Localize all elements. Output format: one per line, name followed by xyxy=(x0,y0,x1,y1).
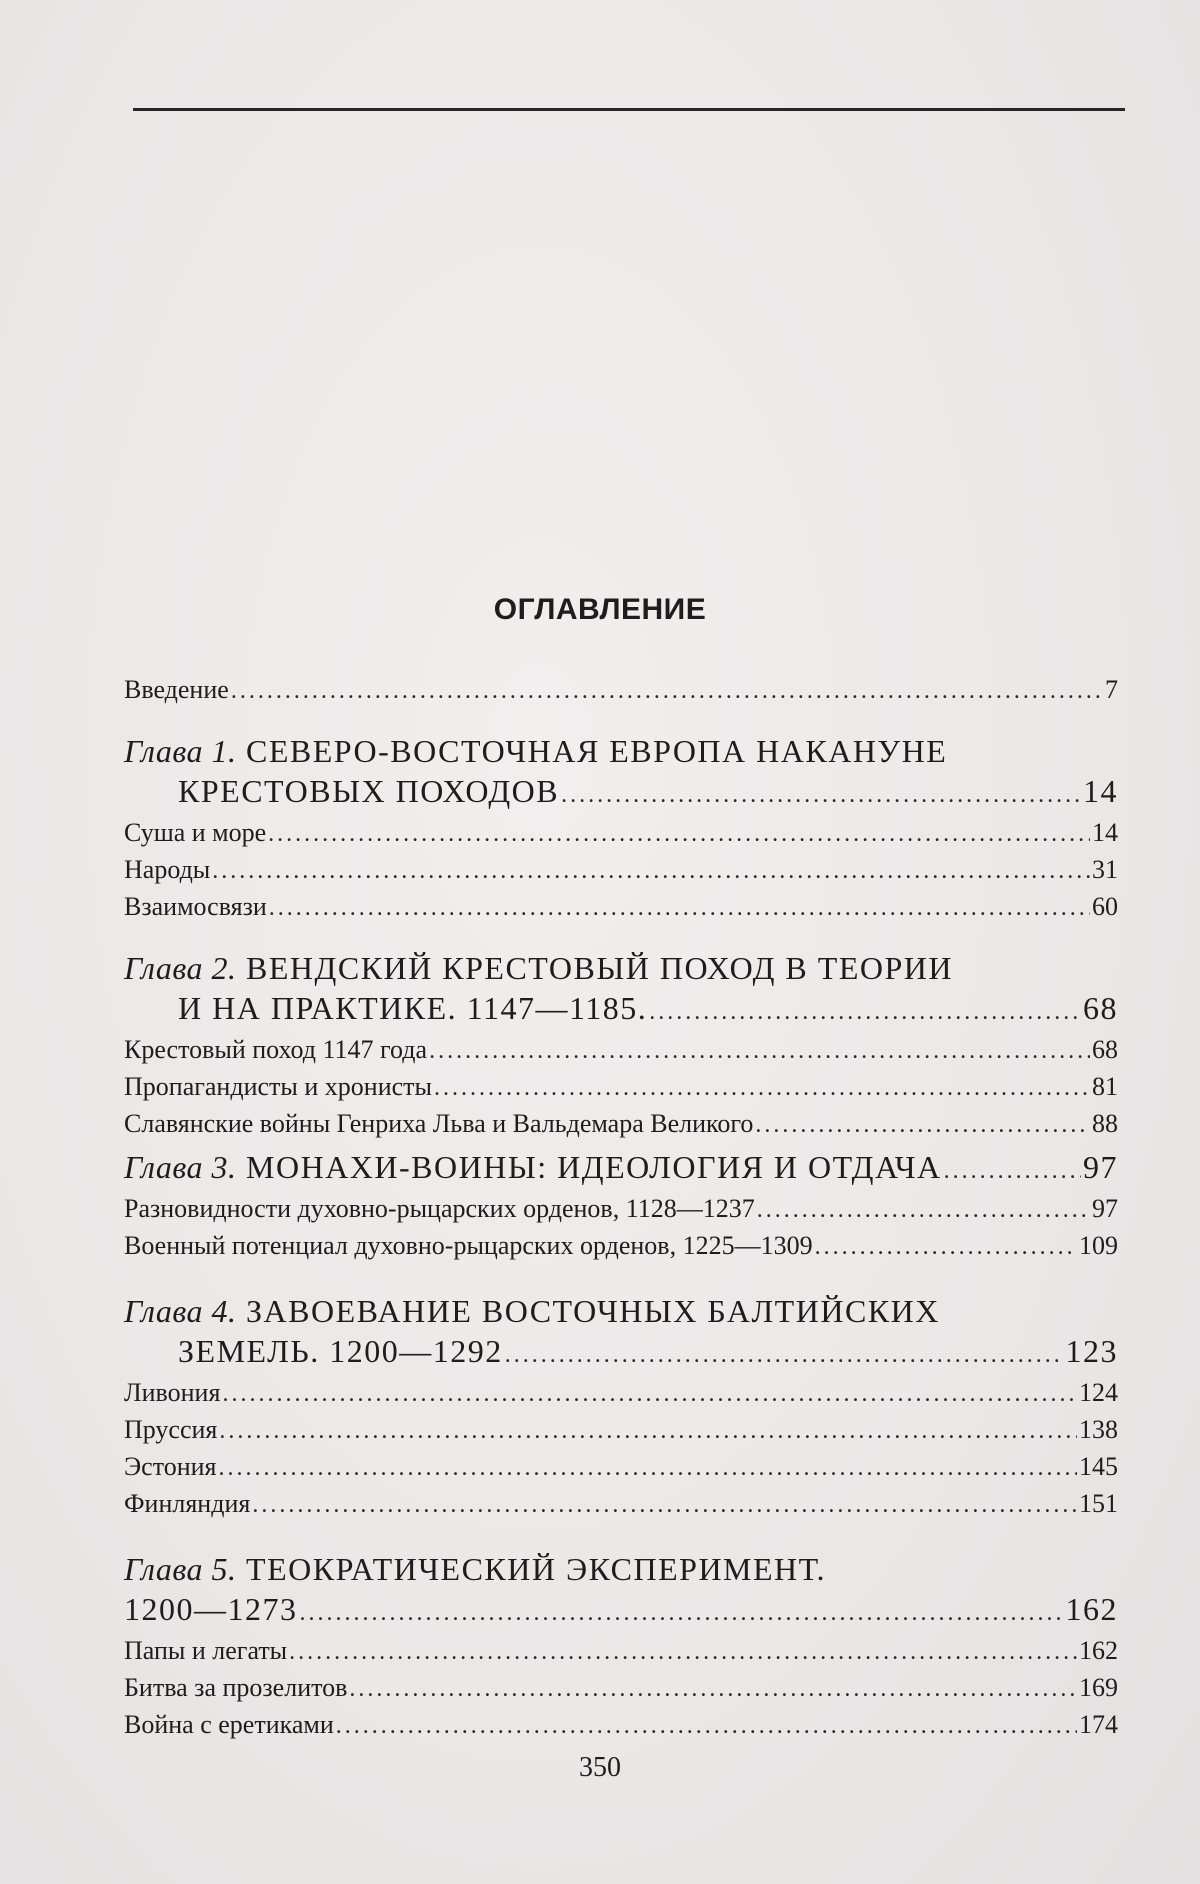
entry-page: 162 xyxy=(1079,1636,1118,1665)
toc-row[interactable] xyxy=(124,1486,1118,1523)
chapter-heading-cont[interactable] xyxy=(124,988,1118,1032)
entry-page: 151 xyxy=(1079,1489,1118,1518)
toc-chapter-5 xyxy=(124,1549,1118,1744)
toc-row[interactable] xyxy=(124,852,1118,889)
leader-dots xyxy=(505,1335,1064,1375)
entry-page: 169 xyxy=(1079,1673,1118,1702)
entry-title: Война с еретиками xyxy=(124,1710,334,1739)
toc-row[interactable] xyxy=(124,1375,1118,1412)
chapter-label: Глава 1. xyxy=(124,733,237,769)
chapter-title-cont: КРЕСТОВЫХ ПОХОДОВ xyxy=(178,773,560,809)
toc-row[interactable] xyxy=(124,1228,1118,1265)
entry-title: Папы и легаты xyxy=(124,1636,288,1665)
leader-dots xyxy=(222,1377,1077,1412)
chapter-heading[interactable] xyxy=(124,1549,1118,1589)
chapter-title: СЕВЕРО-ВОСТОЧНАЯ ЕВРОПА НАКАНУНЕ xyxy=(246,733,948,769)
chapter-heading[interactable] xyxy=(124,948,1118,988)
leader-dots xyxy=(268,817,1090,852)
chapter-heading[interactable] xyxy=(124,1291,1118,1331)
leader-dots xyxy=(434,1071,1090,1106)
chapter-heading[interactable] xyxy=(124,731,1118,771)
leader-dots xyxy=(252,1488,1077,1523)
chapter-title: МОНАХИ-ВОИНЫ: ИДЕОЛОГИЯ И ОТДАЧА xyxy=(246,1149,942,1185)
chapter-heading[interactable] xyxy=(124,1147,1118,1191)
toc-row[interactable] xyxy=(124,1069,1118,1106)
entry-page: 14 xyxy=(1092,818,1118,847)
toc-row[interactable] xyxy=(124,815,1118,852)
chapter-title-cont: И НА ПРАКТИКЕ. 1147—1185. xyxy=(178,990,648,1026)
entry-page: 124 xyxy=(1079,1378,1118,1407)
toc-chapter-2 xyxy=(124,948,1118,1143)
entry-page: 174 xyxy=(1079,1710,1118,1739)
header-rule xyxy=(133,108,1125,111)
entry-title: Пруссия xyxy=(124,1415,218,1444)
entry-title: Суша и море xyxy=(124,818,267,847)
toc-chapter-4 xyxy=(124,1291,1118,1523)
entry-title: Разновидности духовно-рыцарских орденов, 1128—1237 xyxy=(124,1194,755,1223)
entry-page: 162 xyxy=(1065,1591,1118,1627)
entry-page: 138 xyxy=(1079,1415,1118,1444)
entry-title: Ливония xyxy=(124,1378,221,1407)
entry-page: 123 xyxy=(1065,1333,1118,1369)
leader-dots xyxy=(815,1230,1077,1265)
entry-page: 97 xyxy=(1083,1149,1118,1185)
entry-page: 68 xyxy=(1083,990,1118,1026)
leader-dots xyxy=(289,1635,1077,1670)
chapter-label: Глава 4. xyxy=(124,1293,237,1329)
chapter-title-cont: 1200—1273 xyxy=(124,1591,298,1627)
page-title: ОГЛАВЛЕНИЕ xyxy=(493,593,707,626)
entry-title: Пропагандисты и хронисты xyxy=(124,1072,432,1101)
leader-dots xyxy=(219,1414,1077,1449)
chapter-title-cont: ЗЕМЕЛЬ. 1200—1292 xyxy=(178,1333,503,1369)
leader-dots xyxy=(231,674,1103,709)
toc-row[interactable] xyxy=(124,672,1118,709)
toc-row[interactable] xyxy=(124,1633,1118,1670)
leader-dots xyxy=(336,1709,1077,1744)
entry-page: 97 xyxy=(1092,1194,1118,1223)
chapter-heading-cont[interactable] xyxy=(124,1589,1118,1633)
leader-dots xyxy=(212,854,1090,889)
chapter-heading-text xyxy=(124,1147,942,1187)
toc-row[interactable] xyxy=(124,1670,1118,1707)
leader-dots xyxy=(300,1593,1064,1633)
table-of-contents xyxy=(124,672,1118,1744)
entry-page: 109 xyxy=(1079,1231,1118,1260)
chapter-title: ТЕОКРАТИЧЕСКИЙ ЭКСПЕРИМЕНТ. xyxy=(246,1551,826,1587)
entry-page: 7 xyxy=(1105,675,1118,704)
entry-title: Взаимосвязи xyxy=(124,892,267,921)
entry-title: Битва за прозелитов xyxy=(124,1673,348,1702)
entry-title: Введение xyxy=(124,675,229,704)
entry-page: 88 xyxy=(1092,1109,1118,1138)
leader-dots xyxy=(755,1108,1090,1143)
leader-dots xyxy=(561,775,1081,815)
entry-title: Финляндия xyxy=(124,1489,251,1518)
leader-dots xyxy=(349,1672,1077,1707)
toc-row[interactable] xyxy=(124,1032,1118,1069)
entry-page: 68 xyxy=(1092,1035,1118,1064)
chapter-title: ЗАВОЕВАНИЕ ВОСТОЧНЫХ БАЛТИЙСКИХ xyxy=(246,1293,940,1329)
chapter-label: Глава 2. xyxy=(124,950,237,986)
toc-row[interactable] xyxy=(124,1191,1118,1228)
leader-dots xyxy=(944,1151,1081,1191)
entry-page: 145 xyxy=(1079,1452,1118,1481)
toc-intro xyxy=(124,672,1118,709)
entry-title: Народы xyxy=(124,855,211,884)
toc-row[interactable] xyxy=(124,1412,1118,1449)
entry-title: Славянские войны Генриха Льва и Вальдемара Великого xyxy=(124,1109,754,1138)
entry-title: Военный потенциал духовно-рыцарских орденов, 1225—1309 xyxy=(124,1231,813,1260)
leader-dots xyxy=(429,1034,1090,1069)
entry-title: Эстония xyxy=(124,1452,217,1481)
page-number: 350 xyxy=(579,1752,621,1783)
toc-row[interactable] xyxy=(124,1707,1118,1744)
leader-dots xyxy=(649,992,1081,1032)
chapter-heading-cont[interactable] xyxy=(124,771,1118,815)
chapter-label: Глава 3. xyxy=(124,1149,237,1185)
entry-page: 31 xyxy=(1092,855,1118,884)
toc-chapter-1 xyxy=(124,731,1118,926)
chapter-title: ВЕНДСКИЙ КРЕСТОВЫЙ ПОХОД В ТЕОРИИ xyxy=(246,950,953,986)
toc-row[interactable] xyxy=(124,1449,1118,1486)
toc-row[interactable] xyxy=(124,889,1118,926)
chapter-label: Глава 5. xyxy=(124,1551,237,1587)
chapter-heading-cont[interactable] xyxy=(124,1331,1118,1375)
toc-row[interactable] xyxy=(124,1106,1118,1143)
entry-page: 60 xyxy=(1092,892,1118,921)
entry-page: 14 xyxy=(1083,773,1118,809)
leader-dots xyxy=(219,1451,1077,1486)
leader-dots xyxy=(757,1193,1090,1228)
entry-page: 81 xyxy=(1092,1072,1118,1101)
leader-dots xyxy=(269,891,1090,926)
entry-title: Крестовый поход 1147 года xyxy=(124,1035,428,1064)
toc-chapter-3 xyxy=(124,1147,1118,1265)
